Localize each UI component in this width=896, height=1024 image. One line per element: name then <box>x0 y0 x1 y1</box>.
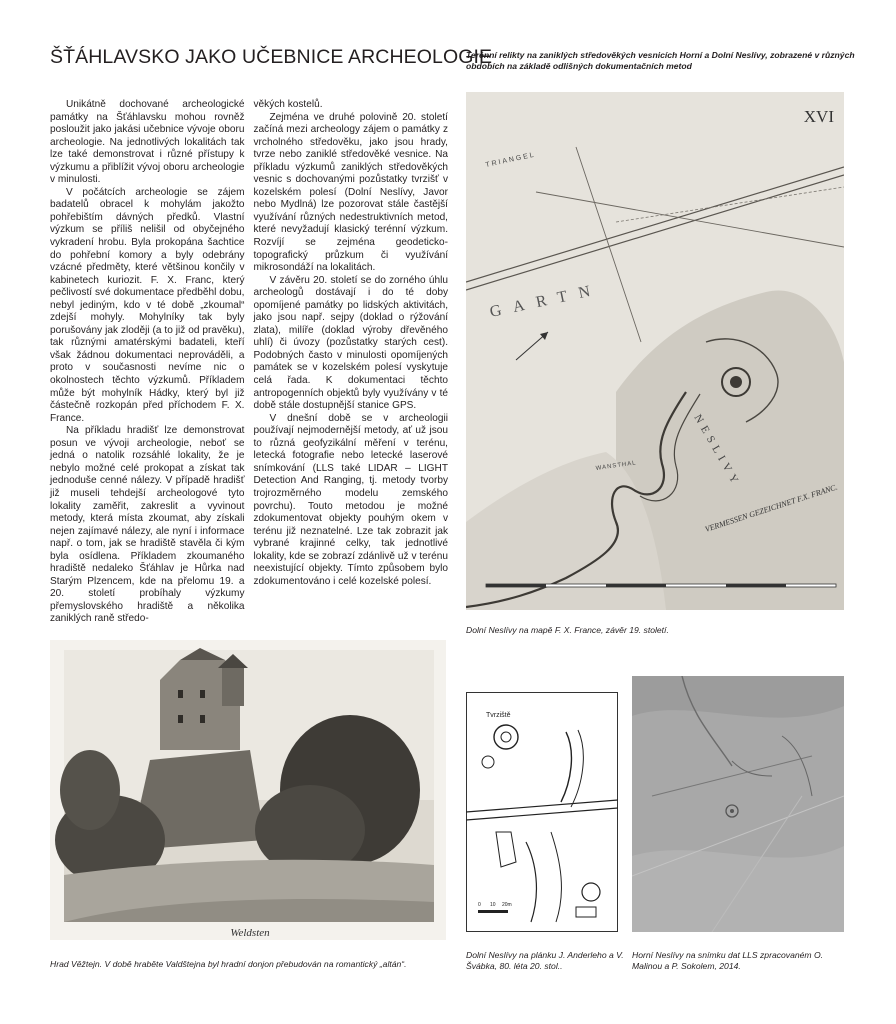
plan-scale-label: 10 <box>490 902 496 908</box>
map-label-gartn: GARTN <box>488 280 604 321</box>
plan-scale-label: 0 <box>478 902 481 908</box>
paragraph: V počátcích archeologie se zájem badatelů obracel k mohylám jakožto pohřebištím dávných předků. Vlastní výzkum se příliš nelišil od obyčejného vykradení hrobu. Byla prokopána šachtice do pohřební komory a byly odebrány vzácné předměty, které většinou končily v kabinetech kuriozit. F. X. Franc, který pečlivostí své dokumentace předběhl dobu, nebyl jediným, kdo v té době „zkoumal“ zdejší mohyly. Mohylníky tak byly porušovány jak zloději (a to již od pravěku), tak různými amatérskými badateli, kteří však žádnou dokumentaci neprováděli, a proto v současnosti nevíme nic o okolnostech těchto výzkumů. Příkladem může být mohylník Hádky, který byl již částečně rozkopán před příchodem F. X. France. <box>50 186 245 424</box>
map-plate-number: XVI <box>803 107 834 126</box>
plan-label-tvrziste: Tvrziště <box>486 712 511 719</box>
paragraph: Unikátně dochované archeologické památky na Šťáhlavsku mohou rovněž posloužit jako jakási učebnice vývoje oboru archeologie. Na jednotlivých lokalitách tak lze také demonstrovat i různé přístupy k výzkumu a přiblížit vývoj oboru archeologie v minulosti. <box>50 99 245 186</box>
text-column-2 <box>254 99 449 609</box>
castle-engraving-figure <box>50 640 446 940</box>
map-label-wansthal: WANSTHAL <box>595 460 638 472</box>
historical-map-drawing <box>466 92 844 610</box>
map-label-triangel: TRIANGEL <box>484 151 537 169</box>
figures-heading-caption: Terénní relikty na zaniklých středověkých vesnicích Horní a Dolní Neslívy, zobrazené v různých obdobích na základě odlišných dokumentačních metod <box>466 50 855 71</box>
map-surveyor-signature: VERMESSEN GEZEICHNET F.X. FRANC. <box>703 482 839 534</box>
lidar-drawing <box>632 676 844 932</box>
paragraph: věkých kostelů. <box>253 99 323 110</box>
historical-map-figure <box>466 92 844 610</box>
lidar-caption: Horní Neslívy na snímku dat LLS zpracovaném O. Malinou a P. Sokolem, 2014. <box>632 950 824 971</box>
article-title: ŠŤÁHLAVSKO JAKO UČEBNICE ARCHEOLOGIE <box>50 46 493 68</box>
historical-map-caption: Dolní Neslívy na mapě F. X. France, závěr 19. století. <box>466 625 669 635</box>
text-column-1 <box>50 99 245 625</box>
lidar-figure <box>632 676 844 932</box>
paragraph: Na příkladu hradišť lze demonstrovat posun ve vývoji archeologie, neboť se jedná o natolik rozsáhlé lokality, že je nebylo možné celé prokopat a získat tak jednoduše cenné nálezy. V případě hradišť již museli tehdejší archeologové tyto lokality zaměřit, zakreslit a vyvinout metody, která místa zkoumat, aby získali nejen zajímavé nálezy, ale nyní i informace např. o tom, jak se hradiště stavěla či kým byla osídlena. Příkladem zkoumaného hradiště nedaleko Šťáhlav je Hůrka nad Starým Plzencem, kde na přelomu 19. a 20. století probíhaly výzkumy přemyslovského hradiště a několika zaniklých raně středo- <box>50 425 245 625</box>
paragraph: V dnešní době se v archeologii používají nejmodernější metody, ať už jsou to různá geofyzikální měření v terénu, letecká fotografie nebo letecké laserové snímkování (LLS také LIDAR – LIGHT Detection And Ranging, tj. metody tvorby trojrozměrného modelu zemského povrchu). Touto metodou je možné zdokumentovat objekty pouhým okem v terénu již neznatelné. Lze tak zobrazit jak vybrané krajinné celky, tak jednotlivé lokality, kde se zobrazí zdánlivě už v terénu neexistující objekty. Tímto způsobem bylo zdokumentováno i celé kozelské polesí. <box>253 412 448 587</box>
site-plan-caption: Dolní Neslívy na plánku J. Anderleho a V. Švábka, 80. léta 20. stol.. <box>466 950 624 971</box>
castle-engraving-drawing <box>50 640 446 940</box>
engraving-title: Weldsten <box>230 927 270 939</box>
plan-scale-label: 20m <box>502 902 512 908</box>
site-plan-figure <box>466 692 618 932</box>
site-plan-drawing <box>466 692 618 932</box>
map-label-neslivy: NESLIVY <box>691 412 743 490</box>
paragraph: V závěru 20. století se do zorného úhlu archeologů dostávají i do té doby opomíjené památky po lidských aktivitách, jako jsou např. sejpy (doklad o rýžování zlata), milíře (doklad výroby dřevěného uhlí) či úvozy (pozůstatky starých cest). Podobných často v minulosti opomíjených památek se v kozelském polesí vyskytuje celá řada. K dokumentaci těchto antropogenních objektů byly využívány v té době stále dostupnější stanice GPS. <box>253 274 448 412</box>
castle-caption: Hrad Věžtejn. V době hraběte Valdštejna byl hradní donjon přebudován na romantický „altán“. <box>50 959 407 969</box>
paragraph: Zejména ve druhé polovině 20. století začíná mezi archeology zájem o památky z vrcholného středověku, jako jsou hrady, tvrze nebo zaniklé středověké vesnice. Na příkladu výzkumů zaniklých středověkých vesnic s dochovanými pozůstatky tvrzišť v kozelském polesí (Dolní Neslívy, Javor nebo Mydlná) lze pozorovat stále častější využívání různých nedestruktivních metod, které nevyžadují klasický terénní výzkum. Rozvíjí se zejména geodeticko-topografický průzkum či využívání mikrosondáží na lokalitách. <box>253 111 448 274</box>
article-body <box>50 99 448 625</box>
